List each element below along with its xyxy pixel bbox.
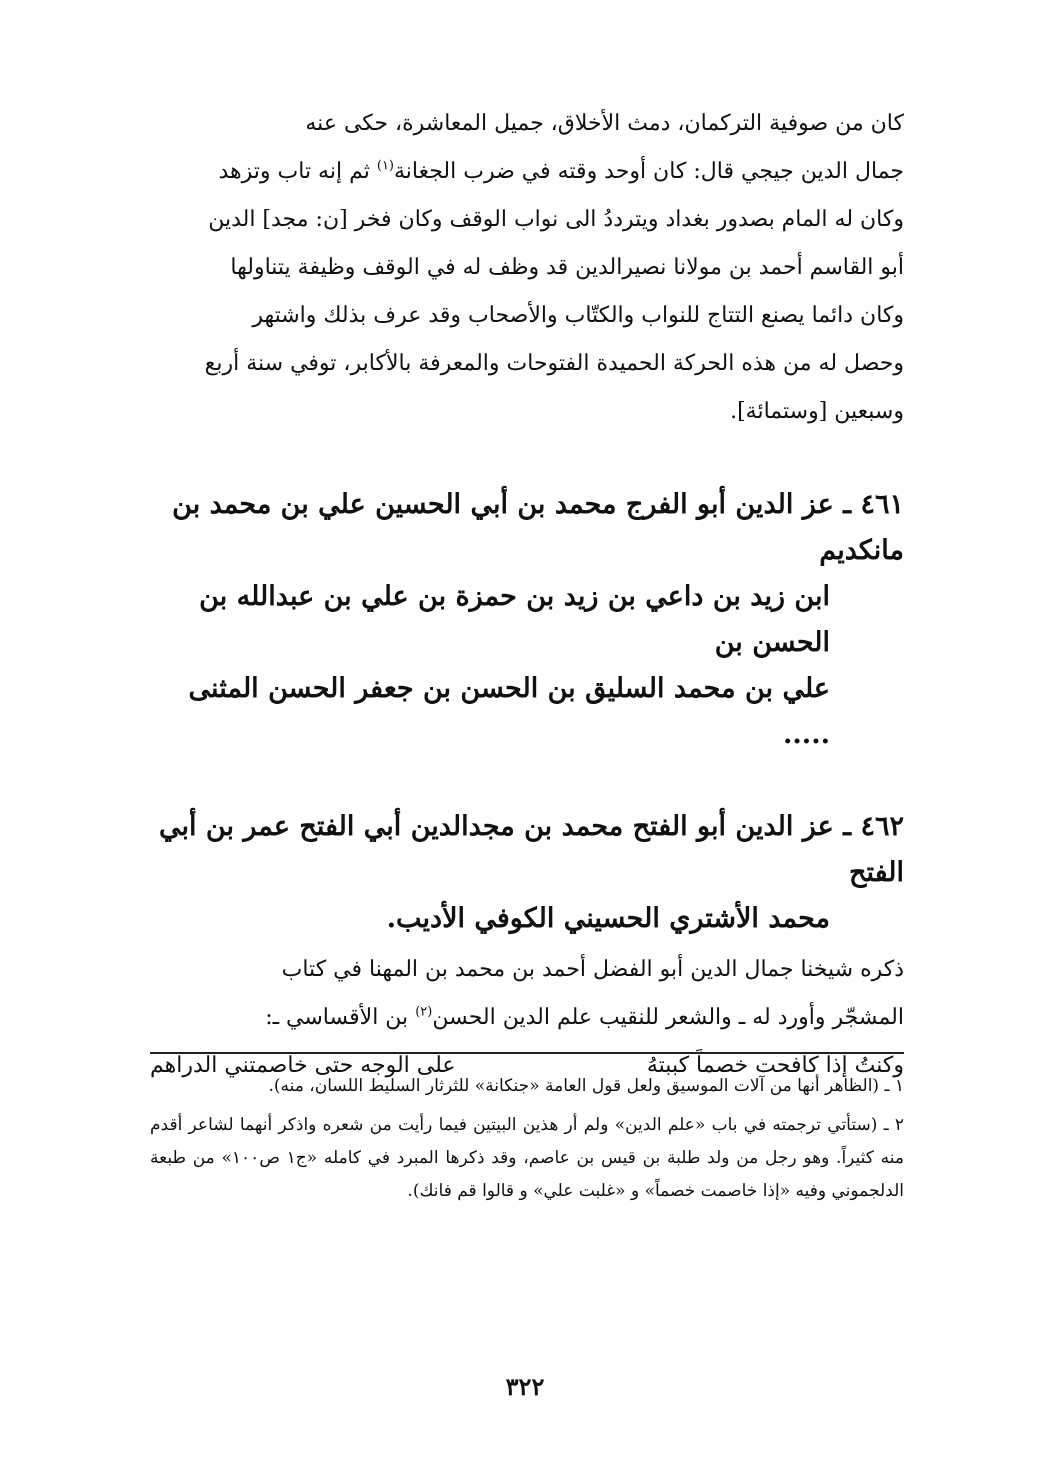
text-segment: وكان دائما يصنع التتاج للنواب والكتّاب والأصحاب وقد عرف بذلك واشتهر	[252, 303, 904, 328]
heading-line: علي بن محمد السليق بن الحسن بن جعفر الحسن المثنى .....	[188, 673, 830, 750]
text-line	[150, 292, 904, 340]
footnote-ref[interactable]: (١)	[376, 158, 394, 174]
footnote-2	[150, 1109, 904, 1208]
text-segment: بن الأقساسي ـ:	[265, 1005, 409, 1030]
text-line	[150, 148, 904, 196]
footnote-1	[150, 1070, 904, 1103]
entry-heading	[150, 482, 904, 758]
text-line	[150, 340, 904, 388]
footnotes	[150, 1070, 904, 1214]
text-segment: كان من صوفية التركمان، دمث الأخلاق، جميل المعاشرة، حكى عنه	[305, 111, 904, 136]
text-segment: ثم إنه تاب وتزهد	[218, 159, 370, 184]
footnote-line: واذكر أنهما لشاعر أقدم منه كثيراً. وهو رجل من ولد طلبة بن قيس بن عاصم، وقد ذكرها	[150, 1115, 904, 1168]
text-segment: جمال الدين جيجي قال: كان أوحد وقته في ضرب الجغانة	[394, 159, 904, 184]
footnote-ref[interactable]: (٢)	[415, 1004, 433, 1020]
text-line	[150, 244, 904, 292]
footnote-line: المبرد في كامله «ج١ ص١٠٠» من طبعة الدلجموني وفيه «إذا خاصمت خصماً» و «غلبت	[150, 1148, 904, 1201]
text-segment: أبو القاسم أحمد بن مولانا نصيرالدين قد وظف له في الوقف وظيفة يتناولها	[230, 255, 904, 280]
entry-heading	[150, 804, 904, 942]
text-line	[150, 388, 904, 436]
text-segment: وحصل له من هذه الحركة الحميدة الفتوحات والمعرفة بالأكابر، توفي سنة أربع	[204, 351, 904, 376]
text-line	[150, 946, 904, 994]
footnote-line: ٢ ـ (ستأتي ترجمته في باب «علم الدين» ولم أر هذين البيتين فيما رأيت من شعره	[322, 1115, 905, 1135]
heading-line: ابن زيد بن داعي بن زيد بن حمزة بن علي بن عبدالله بن الحسن بن	[199, 581, 830, 658]
verse-hemistich-second: على الوجه حتى خاصمتني الدراهم	[150, 1053, 456, 1078]
entry-number: ٤٦٢ ـ	[843, 811, 904, 842]
entry-body	[150, 946, 904, 1090]
entry-461	[150, 482, 904, 758]
page-body	[150, 100, 904, 1090]
text-line	[150, 100, 904, 148]
entry-462	[150, 804, 904, 1090]
text-segment: وسبعين [وستمائة].	[730, 399, 904, 424]
heading-line: محمد الأشتري الحسيني الكوفي الأديب.	[386, 903, 830, 934]
entry-number: ٤٦١ ـ	[843, 489, 904, 520]
text-segment: وكان له المام بصدور بغداد ويترددُ الى نواب الوقف وكان فخر [ن: مجد] الدين	[208, 207, 904, 232]
verse-hemistich-first: وكنتُ إذا كافحت خصماً كببتهُ	[646, 1053, 904, 1078]
footnote-line: ١ ـ (الظاهر أنها من آلات الموسيق ولعل قول العامة «جنكانة» للثرثار السليط	[368, 1076, 904, 1096]
heading-line: عز الدين أبو الفرج محمد بن أبي الحسين علي بن محمد بن مانكديم	[172, 489, 904, 566]
text-line	[150, 994, 904, 1042]
page-number: ٣٢٢	[505, 1372, 545, 1401]
footnote-line: اللسان، منه).	[268, 1076, 364, 1096]
heading-line: عز الدين أبو الفتح محمد بن مجدالدين أبي الفتح عمر بن أبي الفتح	[159, 811, 904, 888]
text-segment: ذكره شيخنا جمال الدين أبو الفضل أحمد بن محمد بن المهنا في كتاب	[281, 957, 904, 982]
text-line	[150, 196, 904, 244]
footnote-divider	[150, 1052, 904, 1054]
intro-paragraph	[150, 100, 904, 436]
text-segment: المشجّر وأورد له ـ والشعر للنقيب علم الدين الحسن	[432, 1005, 904, 1030]
footnote-line: علي» و قالوا قم فانك).	[407, 1181, 574, 1201]
